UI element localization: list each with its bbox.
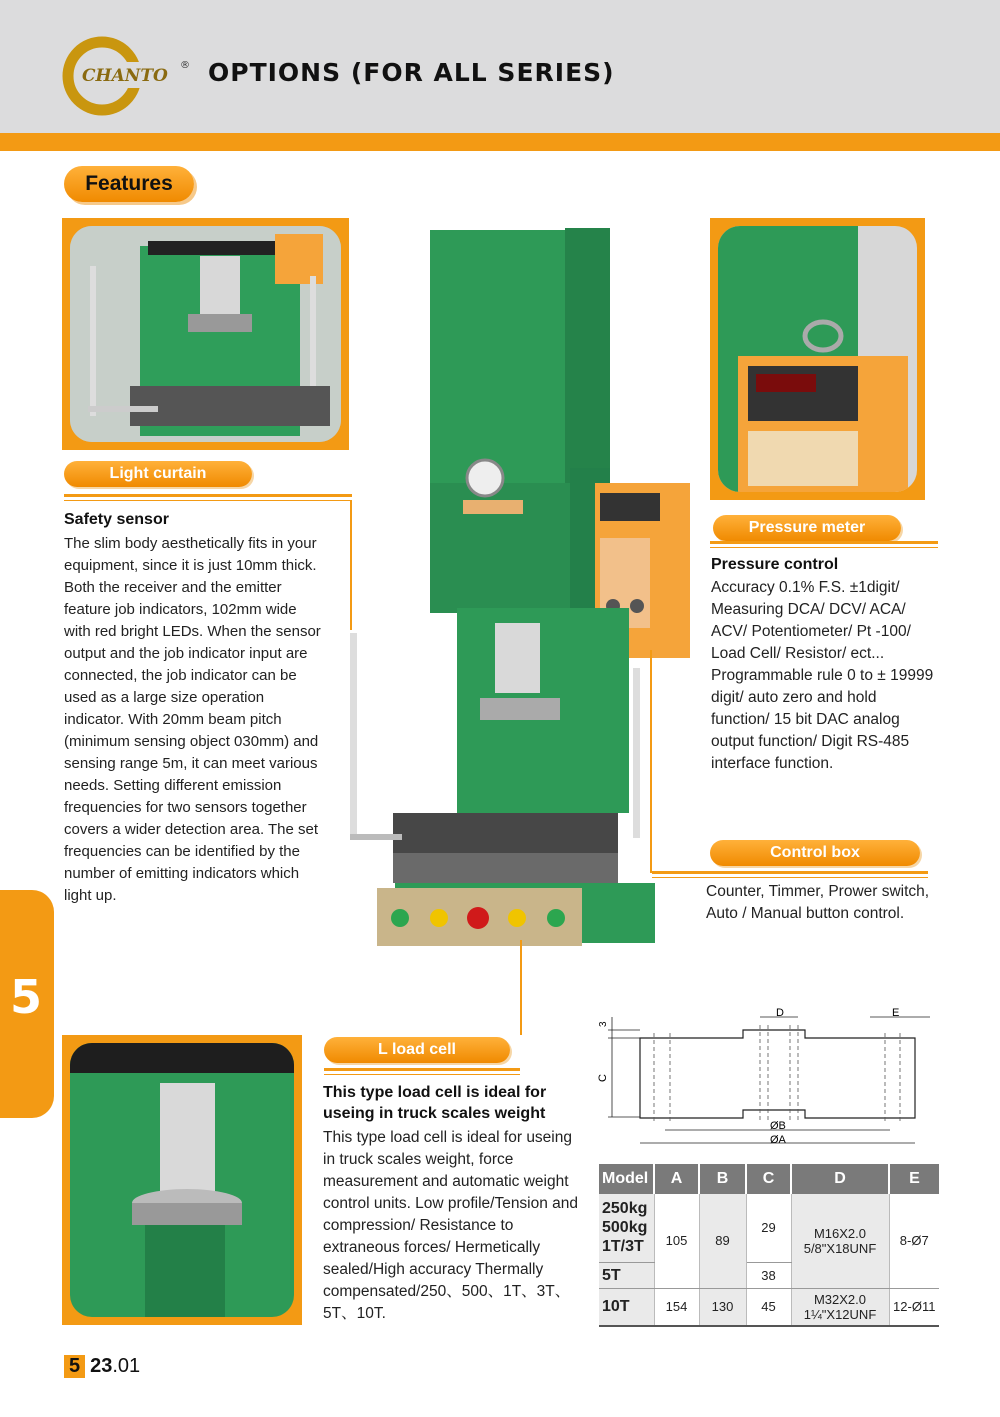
load-cell-label: L load cell: [324, 1037, 510, 1063]
load-cell-rule-thin: [324, 1074, 520, 1075]
section-side-tab: 5: [0, 890, 54, 1118]
features-label: Features: [64, 166, 194, 202]
svg-text:ØA: ØA: [770, 1134, 786, 1146]
light-curtain-photo: [70, 226, 341, 442]
page-number: 5 23.01: [64, 1355, 140, 1378]
safety-sensor-heading: Safety sensor: [64, 511, 169, 528]
svg-text:C: C: [597, 1074, 609, 1082]
pressure-meter-rule-thin: [710, 547, 938, 548]
load-cell-photo-frame: [62, 1035, 302, 1325]
load-cell-dimension-diagram: [590, 1005, 940, 1155]
c-frame-press-illustration: [345, 228, 695, 968]
control-box-body: Counter, Timmer, Prower switch, Auto / Manual button control.: [706, 883, 930, 922]
load-cell-spec-table: [599, 1164, 939, 1327]
pressure-meter-rule: [710, 541, 938, 544]
svg-text:CHANTO: CHANTO: [82, 66, 168, 86]
page-title: OPTIONS (FOR ALL SERIES): [208, 58, 615, 87]
control-box-connector: [650, 650, 652, 873]
pressure-control-heading: Pressure control: [711, 556, 839, 573]
pressure-control-body: Accuracy 0.1% F.S. ±1digit/ Measuring DCA/ DCV/ ACA/ ACV/ Potentiometer/ Pt -100/ Load Cell/ Resistor/ ect... Programmable rule 0 to ± 19999 digit/ auto zero and hold function/ 15 bit DAC analog output function/ Digit RS-485 interface function.: [711, 579, 934, 772]
load-cell-connector: [520, 940, 522, 1035]
safety-sensor-body: The slim body aesthetically fits in your equipment, since it is just 10mm thick. Both the receiver and the emitter feature job indicators, 102mm wide with red bright LEDs. When the sensor output and the job indicator input are connected, the job indicator can be used as a large size operation indicator. With 20mm beam pitch (minimum sensing object 030mm) and sensing range 5m, it can meet various needs. Setting different emission frequencies for two sensors together covers a wider detection area. The set frequencies can be identified by the number of emitting indicators which light up.: [64, 535, 321, 904]
load-cell-heading: This type load cell is ideal for useing in truck scales weight: [323, 1084, 547, 1122]
control-box-rule-thin: [652, 877, 928, 878]
svg-text:3: 3: [598, 1021, 609, 1027]
load-cell-rule: [324, 1068, 520, 1071]
header-orange-bar: [0, 133, 1000, 151]
pressure-meter-label: Pressure meter: [713, 515, 901, 541]
table-row: 10T 154 130 45 M32X2.0 1¼"X12UNF 12-Ø11: [599, 1288, 939, 1326]
control-box-rule: [652, 871, 928, 874]
light-curtain-rule: [64, 494, 352, 497]
svg-text:ØB: ØB: [770, 1120, 786, 1132]
light-curtain-rule-thin: [64, 500, 352, 501]
load-cell-photo: [70, 1043, 294, 1317]
svg-text:D: D: [776, 1007, 784, 1019]
pressure-meter-photo: [718, 226, 917, 492]
table-header-row: Model A B C D E: [599, 1164, 939, 1194]
control-box-label: Control box: [710, 840, 920, 866]
table-row: 250kg 500kg 1T/3T 105 89 29 M16X2.0 5/8"X18UNF 8-Ø7: [599, 1194, 939, 1262]
table-row: 5T 38: [599, 1262, 939, 1288]
chanto-logo: [62, 36, 210, 116]
svg-text:E: E: [892, 1007, 900, 1019]
light-curtain-label: Light curtain: [64, 461, 252, 487]
pressure-meter-photo-frame: [710, 218, 925, 500]
light-curtain-photo-frame: [62, 218, 349, 450]
svg-text:®: ®: [180, 60, 190, 71]
load-cell-body: This type load cell is ideal for useing in truck scales weight, force measurement and automatic weight control units. Low profile/Tension and compression/ Resistance to extraneous forces/ Hermetically sealed/High accuracy Thermally compensated/250、500、1T、3T、5T、10T.: [323, 1129, 579, 1322]
